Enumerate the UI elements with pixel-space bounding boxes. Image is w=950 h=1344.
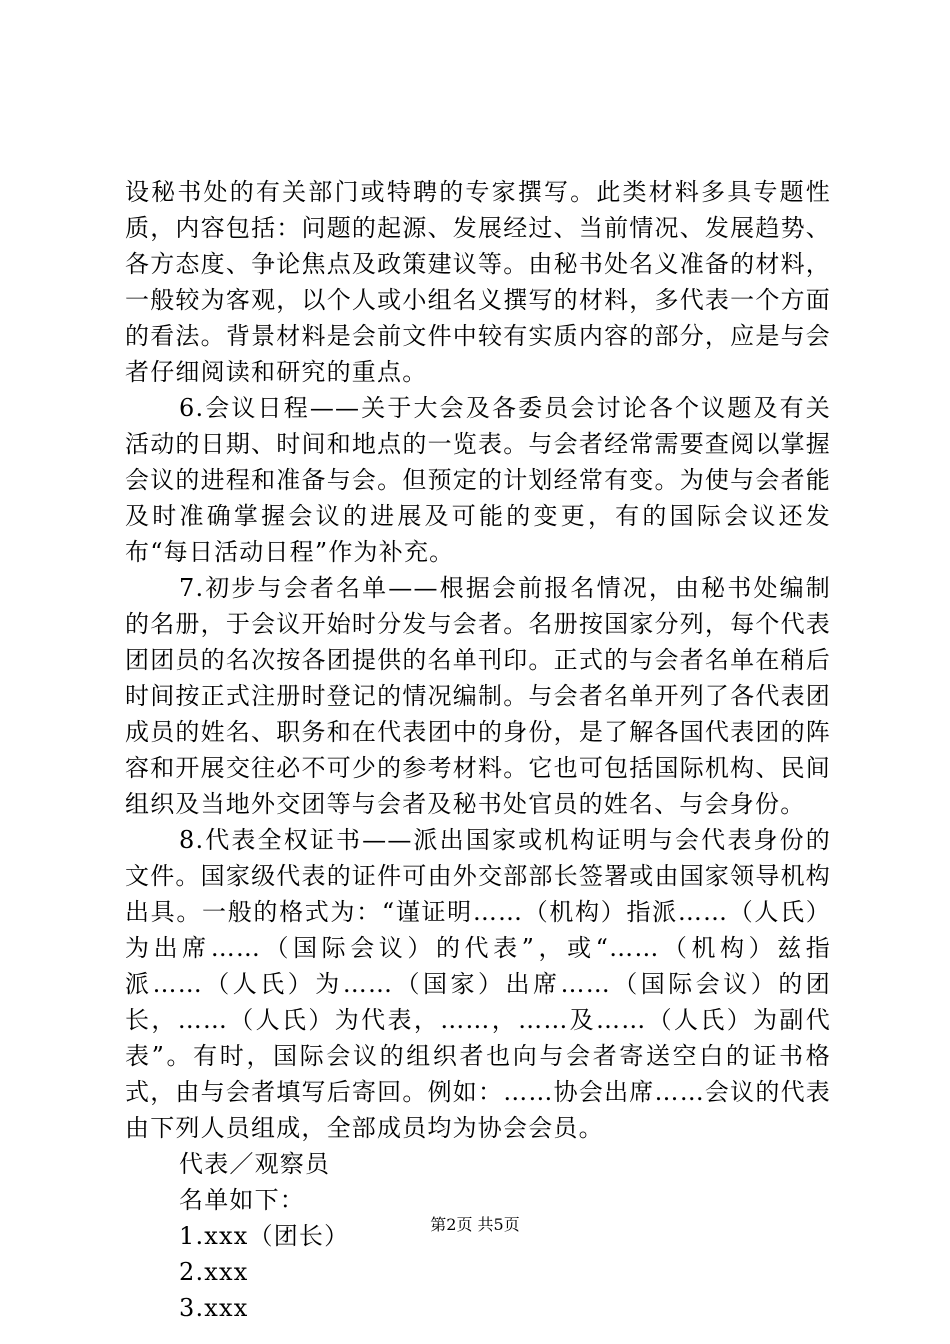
list-item: 3.xxx bbox=[179, 1294, 249, 1322]
paragraph-meeting-agenda: 6.会议日程——关于大会及各委员会讨论各个议题及有关活动的日期、时间和地点的一览表。与会者经常需要查阅以掌握会议的进程和准备与会。但预定的计划经常有变。为使与会者能及时准确掌握会议的进展及可能的变更，有的国际会议还发布“每日活动日程”作为补充。 bbox=[125, 394, 831, 566]
paragraph-credentials: 8.代表全权证书——派出国家或机构证明与会代表身份的文件。国家级代表的证件可由外交部部长签署或由国家领导机构出具。一般的格式为：“谨证明……（机构）指派……（人氏）为出席……（国际会议）的代表”，或“……（机构）兹指派……（人氏）为……（国家）出席……（国际会议）的团长，……（人氏）为代表，……，……及……（人氏）为副代表”。有时，国际会议的组织者也向与会者寄送空白的证书格式，由与会者填写后寄回。例如：……协会出席……会议的代表由下列人员组成，全部成员均为协会会员。 bbox=[125, 826, 831, 1142]
page-number-footer: 第2页 共5页 bbox=[430, 1215, 520, 1234]
line-list-intro: 名单如下： bbox=[179, 1186, 305, 1214]
list-item: 1.xxx（团长） bbox=[179, 1222, 350, 1250]
list-item: 2.xxx bbox=[179, 1258, 249, 1286]
paragraph-preliminary-attendee-list: 7.初步与会者名单——根据会前报名情况，由秘书处编制的名册，于会议开始时分发与会者。名册按国家分列，每个代表团团员的名次按各团提供的名单刊印。正式的与会者名单在稍后时间按正式注册时登记的情况编制。与会者名单开列了各代表团成员的姓名、职务和在代表团中的身份，是了解各国代表团的阵容和开展交往必不可少的参考材料。它也可包括国际机构、民间组织及当地外交团等与会者及秘书处官员的姓名、与会身份。 bbox=[125, 574, 831, 818]
line-delegate-observer: 代表／观察员 bbox=[179, 1150, 331, 1178]
document-body bbox=[125, 174, 831, 1326]
paragraph-background-materials: 设秘书处的有关部门或特聘的专家撰写。此类材料多具专题性质，内容包括：问题的起源、发展经过、当前情况、发展趋势、各方态度、争论焦点及政策建议等。由秘书处名义准备的材料，一般较为客观，以个人或小组名义撰写的材料，多代表一个方面的看法。背景材料是会前文件中较有实质内容的部分，应是与会者仔细阅读和研究的重点。 bbox=[125, 178, 831, 386]
